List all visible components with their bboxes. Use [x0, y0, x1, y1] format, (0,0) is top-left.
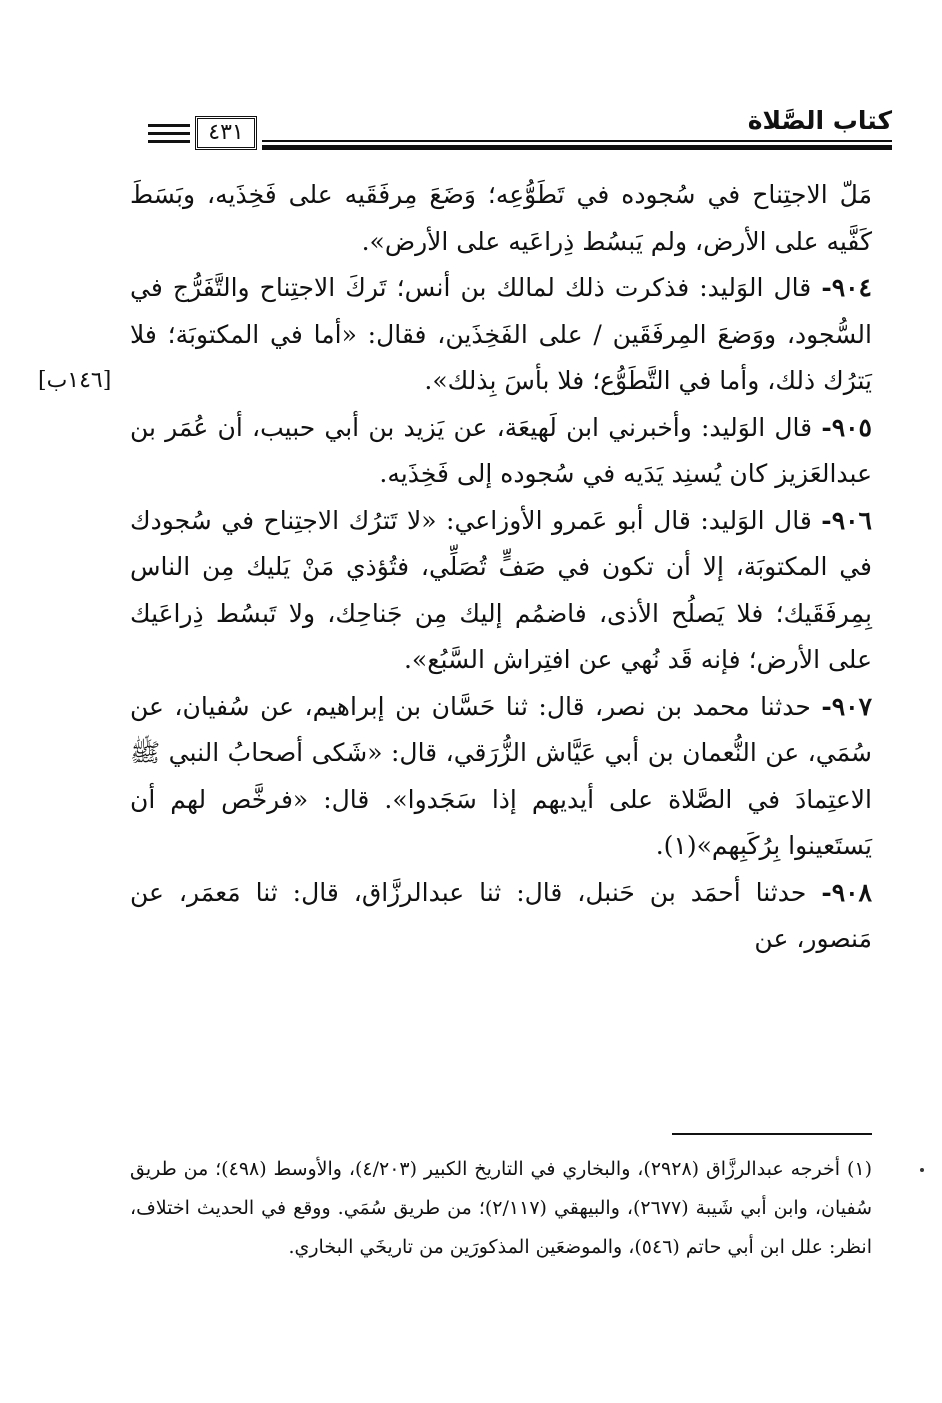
paragraph-905: [130, 405, 872, 498]
paragraph-text: قال الوَليد: فذكرت ذلك لمالك بن أنس؛ تَركَ الاجتِناح والتَّفَرُّج في السُّجود، ووَضعَ المِرفَقَين / على الفَخِذَين، فقال: «أما في المكتوبَة؛ فلا يَترُك ذلك، وأما في التَّطَوُّع؛ فلا بأسَ بِذلك».: [130, 273, 872, 395]
hadith-number: ٩٠٧-: [821, 691, 873, 721]
page-number: ٤٣١: [195, 116, 257, 150]
footnotes: [130, 1150, 872, 1267]
margin-dot: [920, 1168, 924, 1172]
paragraph-continuation: [130, 172, 872, 265]
page-header: [140, 98, 892, 158]
hadith-number: ٩٠٤-: [821, 273, 872, 302]
manuscript-folio-note: [١٤٦ب]: [38, 368, 112, 393]
paragraph-text: مَلّ الاجتِناح في سُجوده في تَطَوُّعِه؛ وَضَعَ مِرفَقَيه على فَخِذَيه، وبَسَطَ كَفَّيه على الأرض، ولم يَبسُط ذِراعَيه على الأرض».: [130, 180, 872, 256]
footnote-separator: [672, 1133, 872, 1135]
header-rule-short: [148, 124, 190, 144]
footnote-1: (١) أخرجه عبدالرزَّاق (٢٩٢٨)، والبخاري في التاريخ الكبير (٤/٢٠٣)، والأوسط (٤٩٨)؛ من طريق سُفيان، وابن أبي شَيبة (٢٦٧٧)، والبيهقي (٢/١١٧)؛ من طريق سُمَي. ووقع في الحديث اختلاف، انظر: علل ابن أبي حاتم (٥٤٦)، والموضعَين المذكورَين من تاريخَي البخاري.: [130, 1158, 873, 1258]
paragraph-908: [130, 870, 872, 963]
paragraph-text: قال الوَليد: وأخبرني ابن لَهيعَة، عن يَزيد بن أبي حبيب، أن عُمَر بن عبدالعَزيز كان يُسنِد يَدَيه في سُجوده إلى فَخِذَيه.: [130, 412, 872, 488]
paragraph-906: [130, 498, 872, 684]
hadith-number: ٩٠٥-: [821, 412, 872, 442]
main-text: [130, 172, 872, 963]
header-rule: [262, 140, 892, 152]
book-title: كتاب الصَّلاة: [747, 106, 892, 135]
hadith-number: ٩٠٨-: [821, 877, 872, 907]
paragraph-907: [130, 684, 872, 870]
hadith-number: ٩٠٦-: [821, 505, 872, 535]
paragraph-text: حدثنا أحمَد بن حَنبل، قال: ثنا عبدالرزَّاق، قال: ثنا مَعمَر، عن مَنصور، عن: [130, 877, 872, 953]
paragraph-904: [130, 265, 872, 405]
paragraph-text: قال الوَليد: قال أبو عَمرو الأوزاعي: «لا تَترُك الاجتِناح في سُجودك في المكتوبَة، إلا أن تكون في صَفٍّ تُصَلِّي، فتُؤذي مَنْ يَليك مِن الناس بِمِرفَقَيك؛ فلا يَصلُح الأذى، فاضمُم إليك مِن جَناحِك، ولا تَبسُط ذِراعَيك على الأرض؛ فإنه قَد نُهي عن افتِراش السَّبُع».: [130, 505, 872, 674]
paragraph-text: حدثنا محمد بن نصر، قال: ثنا حَسَّان بن إبراهيم، عن سُفيان، عن سُمَي، عن النُّعمان بن أبي عَيَّاش الزُّرَقي، قال: «شَكى أصحابُ النبي ﷺ الاعتِمادَ في الصَّلاة على أيديهم إذا سَجَدوا». قال: «فرخَّص لهم أن يَستَعينوا بِرُكَبِهم»(١).: [130, 691, 872, 860]
